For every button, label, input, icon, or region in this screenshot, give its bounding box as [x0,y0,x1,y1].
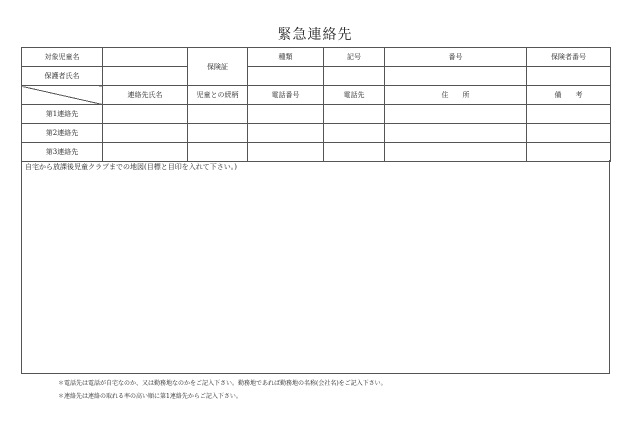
insurance-mark-label: 記号 [324,48,385,67]
contact-2-label: 第2連絡先 [22,124,103,143]
table-row [22,48,611,67]
contact-2-address-field[interactable] [385,124,527,143]
contact-1-address-field[interactable] [385,105,527,124]
note-phone-destination: ＊電話先は電話が自宅なのか、又は勤務地なのかをご記入下さい。勤務地であれば勤務地の名称(会社名)をご記入下さい。 [58,380,387,387]
contact-1-destination-field[interactable] [324,105,385,124]
insurance-card-label: 保険証 [188,48,248,86]
contact-3-remarks-field[interactable] [527,143,611,162]
phone-number-header: 電話番号 [248,86,324,105]
contact-3-phone-field[interactable] [248,143,324,162]
guardian-name-field[interactable] [103,67,188,86]
contact-2-relation-field[interactable] [188,124,248,143]
contact-1-remarks-field[interactable] [527,105,611,124]
insurer-number-field[interactable] [527,67,611,86]
map-drawing-area[interactable] [21,160,610,374]
contact-1-relation-field[interactable] [188,105,248,124]
insurance-number-field[interactable] [385,67,527,86]
contact-3-relation-field[interactable] [188,143,248,162]
insurance-mark-field[interactable] [324,67,385,86]
address-header: 住 所 [385,86,527,105]
contact-3-label: 第3連絡先 [22,143,103,162]
page-title: 緊急連絡先 [277,27,353,43]
child-name-field[interactable] [103,48,188,67]
map-instruction-label: 自宅から放課後児童クラブまでの地図(目標と目印を入れて下さい。) [25,163,237,171]
contact-2-name-field[interactable] [103,124,188,143]
contact-1-label: 第1連絡先 [22,105,103,124]
table-row [22,67,611,86]
table-row [22,124,611,143]
guardian-name-label: 保護者氏名 [22,67,103,86]
contact-3-name-field[interactable] [103,143,188,162]
contact-2-remarks-field[interactable] [527,124,611,143]
contact-1-phone-field[interactable] [248,105,324,124]
remarks-header: 備 考 [527,86,611,105]
contact-2-phone-field[interactable] [248,124,324,143]
relation-header: 児童との続柄 [188,86,248,105]
diagonal-corner-cell [22,86,103,105]
table-row [22,105,611,124]
phone-destination-header: 電話先 [324,86,385,105]
note-contact-order: ＊連絡先は連絡の取れる率の高い順に第1連絡先からご記入下さい。 [58,393,242,400]
contact-2-destination-field[interactable] [324,124,385,143]
child-name-label: 対象児童名 [22,48,103,67]
insurer-number-label: 保険者番号 [527,48,611,67]
insurance-type-label: 種類 [248,48,324,67]
contact-1-name-field[interactable] [103,105,188,124]
table-row [22,86,611,105]
contact-3-destination-field[interactable] [324,143,385,162]
emergency-contact-table [21,47,611,162]
contact-3-address-field[interactable] [385,143,527,162]
insurance-type-field[interactable] [248,67,324,86]
contact-name-header: 連絡先氏名 [103,86,188,105]
table-row [22,143,611,162]
insurance-number-label: 番号 [385,48,527,67]
